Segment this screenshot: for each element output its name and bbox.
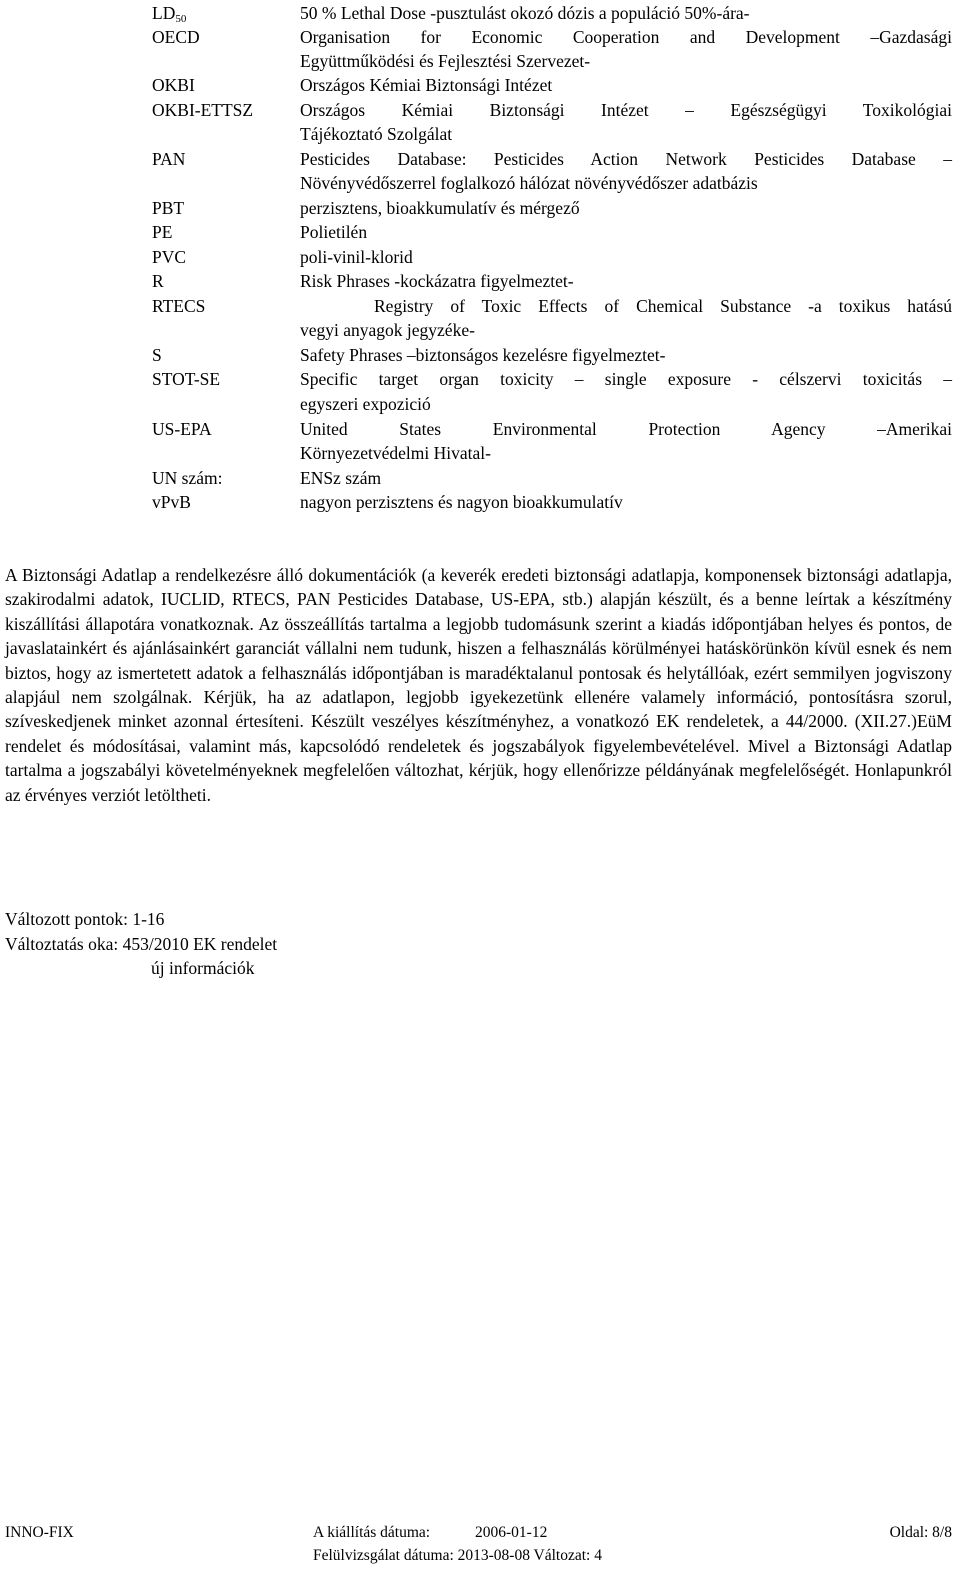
- abbr-value: Safety Phrases –biztonságos kezelésre figyelmeztet-: [300, 345, 666, 365]
- abbr-value: perzisztens, bioakkumulatív és mérgező: [300, 198, 580, 218]
- abbr-row-pvc: [0, 245, 960, 269]
- abbr-value: nagyon perzisztens és nagyon bioakkumulatív: [300, 492, 623, 512]
- abbr-row-pe: [0, 220, 960, 244]
- abbr-key: OKBI-ETTSZ: [152, 100, 254, 120]
- abbr-key: PE: [152, 222, 173, 242]
- abbr-row-stot-se: [0, 367, 960, 391]
- abbr-row-okbi: [0, 73, 960, 97]
- abbr-value: Registry of Toxic Effects of Chemical Substance -a toxikus hatású: [374, 296, 952, 316]
- abbr-row-oecd-cont: [0, 49, 960, 73]
- abbr-value: Specific target organ toxicity – single exposure - célszervi toxicitás –: [300, 369, 952, 389]
- footer-issue-label: A kiállítás dátuma:: [313, 1524, 431, 1541]
- footer-page-number: Oldal: 8/8: [889, 1524, 952, 1541]
- abbr-key: $LD_{50}$: [152, 3, 187, 25]
- abbr-key: UN szám:: [152, 468, 223, 488]
- abbr-value: Polietilén: [300, 222, 368, 242]
- abbr-row-pan: [0, 147, 960, 171]
- abbr-value: Pesticides Database: Pesticides Action Network Pesticides Database –: [300, 149, 952, 169]
- abbr-key: R: [152, 271, 164, 291]
- abbr-value-cont: Tájékoztató Szolgálat: [300, 124, 453, 144]
- abbr-value-cont: Növényvédőszerrel foglalkozó hálózat növényvédőszer adatbázis: [300, 173, 758, 193]
- abbr-value-cont: Együttműködési és Fejlesztési Szervezet-: [300, 51, 591, 71]
- abbr-value: United States Environmental Protection Agency –Amerikai: [300, 419, 952, 439]
- abbr-value: 50 % Lethal Dose -pusztulást okozó dózis a populáció 50%-ára-: [300, 3, 750, 23]
- abbr-value: Organisation for Economic Cooperation and Development –Gazdasági: [300, 27, 952, 47]
- abbr-value: Risk Phrases -kockázatra figyelmeztet-: [300, 271, 574, 291]
- abbr-row-r: [0, 269, 960, 293]
- abbr-row-okbi-ettsz: [0, 98, 960, 122]
- abbr-key: STOT-SE: [152, 369, 221, 389]
- abbr-value-cont: vegyi anyagok jegyzéke-: [300, 320, 475, 340]
- abbr-row-un: [0, 466, 960, 490]
- footer-product: INNO-FIX: [5, 1524, 74, 1541]
- abbr-row-ld50: [0, 1, 960, 25]
- abbr-row-rtecs: [0, 294, 960, 318]
- abbr-row-rtecs-cont: [0, 318, 960, 342]
- abbr-key: OKBI: [152, 75, 195, 95]
- abbr-value: poli-vinil-klorid: [300, 247, 413, 267]
- abbr-value-cont: egyszeri expozició: [300, 394, 431, 414]
- abbr-value: Országos Kémiai Biztonsági Intézet – Egészségügyi Toxikológiai: [300, 100, 952, 120]
- abbr-row-pbt: [0, 196, 960, 220]
- abbr-row-vpvb: [0, 490, 960, 514]
- abbr-key: RTECS: [152, 296, 206, 316]
- abbr-value-cont: Környezetvédelmi Hivatal-: [300, 443, 491, 463]
- abbr-key: PBT: [152, 198, 185, 218]
- change-reason-cont: új információk: [151, 958, 255, 978]
- footer-issue-date: 2006-01-12: [475, 1524, 548, 1541]
- abbr-key: US-EPA: [152, 419, 212, 439]
- abbr-row-stot-se-cont: [0, 392, 960, 416]
- abbr-key: OECD: [152, 27, 200, 47]
- abbr-value: Országos Kémiai Biztonsági Intézet: [300, 75, 553, 95]
- changes-section: [5, 907, 277, 981]
- abbr-value: ENSz szám: [300, 468, 382, 488]
- abbr-key: PAN: [152, 149, 186, 169]
- abbr-row-s: [0, 343, 960, 367]
- abbr-key: vPvB: [152, 492, 191, 512]
- changed-points: Változott pontok: 1-16: [5, 909, 165, 929]
- change-reason: Változtatás oka: 453/2010 EK rendelet: [5, 933, 278, 954]
- abbr-row-us-epa: [0, 417, 960, 441]
- disclaimer-paragraph: A Biztonsági Adatlap a rendelkezésre álló dokumentációk (a keverék eredeti biztonsági adatlapja, komponensek biztonsági adatlapja, szakirodalmi adatok, IUCLID, RTECS, PAN Pesticides Database, US-EPA, stb.) alapján készült, és a benne leírtak a készítmény kiszállítási állapotára vonatkoznak. Az összeállítás tartalma a legjobb tudomásunk szerint a kiadás időpontjában helyes és pontos, de javaslatainkért és ajánlásainkért garanciát vállalni nem tudunk, hiszen a felhasználás körülményei hatáskörünkön kívül esnek és nem biztos, hogy az ismertetett adatok a felhasználás időpontjában is maradéktalanul pontosak és helytállóak, ezért semmilyen jogviszony alapjául nem szolgálnak. Kérjük, ha az adatlapon, legjobb igyekezetünk ellenére valamely információ, pontosításra szorul, szíveskedjenek minket azonnal értesíteni. Készült veszélyes készítményhez, a vonatkozó EK rendeletek, a 44/2000. (XII.27.)EüM rendelet és módosításai, valamint más, kapcsolódó rendeletek és jogszabályok figyelembevételével. Mivel a Biztonsági Adatlap tartalma a jogszabályi követelményeknek megfelelően változhat, kérjük, hogy ellenőrizze példányának megfelelőségét. Honlapunkról az érvényes verziót letöltheti.: [5, 565, 952, 805]
- abbr-row-okbi-ettsz-cont: [0, 122, 960, 146]
- footer-review: Felülvizsgálat dátuma: 2013-08-08 Változat: 4: [313, 1547, 602, 1564]
- abbr-row-pan-cont: [0, 171, 960, 195]
- abbr-row-us-epa-cont: [0, 441, 960, 465]
- abbr-key: PVC: [152, 247, 187, 267]
- abbr-row-oecd: [0, 25, 960, 49]
- abbr-key: S: [152, 345, 162, 365]
